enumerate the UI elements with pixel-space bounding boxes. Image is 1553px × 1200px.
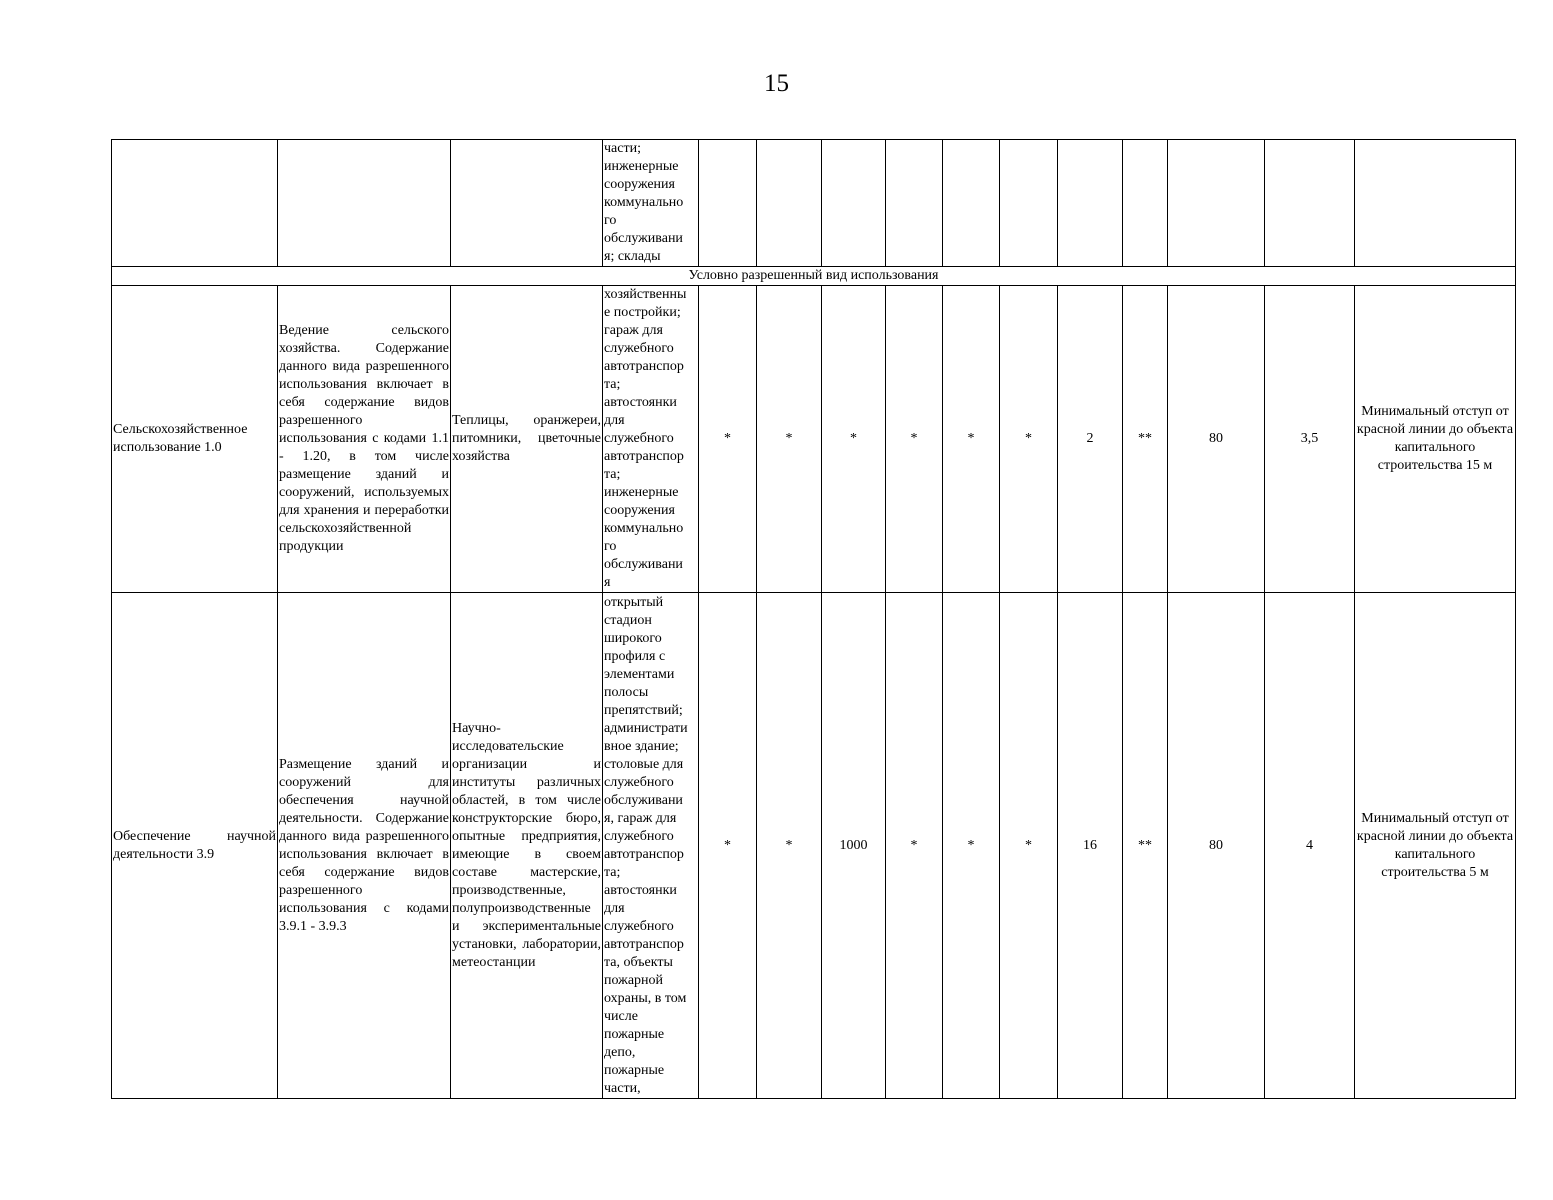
- param-cell: *: [1000, 593, 1058, 1099]
- use-type-cell: Обеспечение научной деятельности 3.9: [112, 593, 278, 1099]
- use-type-cell: Сельскохозяйственное использование 1.0: [112, 286, 278, 593]
- objects-cell: [451, 140, 603, 267]
- param-cell: 4: [1265, 593, 1355, 1099]
- objects-cell: Теплицы, оранжереи, питомники, цветочные хозяйства: [451, 286, 603, 593]
- land-use-table: [111, 139, 1516, 1099]
- param-cell: *: [822, 286, 886, 593]
- auxiliary-uses-cell: части; инженерные сооружения коммунально го обслуживани я; склады: [603, 140, 699, 267]
- param-cell: *: [757, 286, 822, 593]
- table-row: [112, 286, 1516, 593]
- param-cell: 80: [1168, 593, 1265, 1099]
- param-cell: *: [943, 286, 1000, 593]
- param-cell: [1123, 140, 1168, 267]
- param-cell: [1265, 140, 1355, 267]
- auxiliary-uses-cell: открытый стадион широкого профиля с элементами полосы препятствий; администрати вное здание; столовые для служебного обслуживани я, гараж для служебного автотранспор та; автостоянки для служебного автотранспор та, объекты пожарной охраны, в том числе пожарные депо, пожарные части,: [603, 593, 699, 1099]
- param-cell: *: [886, 593, 943, 1099]
- note-cell: Минимальный отступ от красной линии до объекта капитального строительства 15 м: [1355, 286, 1516, 593]
- param-cell: **: [1123, 593, 1168, 1099]
- param-cell: *: [943, 593, 1000, 1099]
- use-type-cell: [112, 140, 278, 267]
- param-cell: **: [1123, 286, 1168, 593]
- param-cell: [1000, 140, 1058, 267]
- param-cell: *: [1000, 286, 1058, 593]
- note-cell: Минимальный отступ от красной линии до объекта капитального строительства 5 м: [1355, 593, 1516, 1099]
- param-cell: [1058, 140, 1123, 267]
- param-cell: [943, 140, 1000, 267]
- param-cell: *: [699, 593, 757, 1099]
- section-header-row: [112, 267, 1516, 286]
- table-row: [112, 140, 1516, 267]
- objects-cell: Научно-исследовательские организации и институты различных областей, в том числе конструкторские бюро, опытные предприятия, имеющие в своем составе мастерские, производственные, полупроизводственные и экспериментальные установки, лаборатории, метеостанции: [451, 593, 603, 1099]
- param-cell: [822, 140, 886, 267]
- note-cell: [1355, 140, 1516, 267]
- param-cell: [757, 140, 822, 267]
- param-cell: [699, 140, 757, 267]
- param-cell: *: [699, 286, 757, 593]
- description-cell: Ведение сельского хозяйства. Содержание данного вида разрешенного использования включает в себя содержание видов разрешенного использования с кодами 1.1 - 1.20, в том числе размещение зданий и сооружений, используемых для хранения и переработки сельскохозяйственной продукции: [278, 286, 451, 593]
- page-number: 15: [764, 70, 789, 97]
- description-cell: [278, 140, 451, 267]
- table-row: [112, 593, 1516, 1099]
- auxiliary-uses-cell: хозяйственны е постройки; гараж для служебного автотранспор та; автостоянки для служебного автотранспор та; инженерные сооружения коммунально го обслуживани я: [603, 286, 699, 593]
- param-cell: 1000: [822, 593, 886, 1099]
- param-cell: *: [757, 593, 822, 1099]
- param-cell: *: [886, 286, 943, 593]
- description-cell: Размещение зданий и сооружений для обеспечения научной деятельности. Содержание данного вида разрешенного использования включает в себя содержание видов разрешенного использования с кодами 3.9.1 - 3.9.3: [278, 593, 451, 1099]
- param-cell: [886, 140, 943, 267]
- param-cell: 2: [1058, 286, 1123, 593]
- param-cell: 3,5: [1265, 286, 1355, 593]
- section-header: Условно разрешенный вид использования: [112, 267, 1516, 286]
- param-cell: 80: [1168, 286, 1265, 593]
- param-cell: 16: [1058, 593, 1123, 1099]
- param-cell: [1168, 140, 1265, 267]
